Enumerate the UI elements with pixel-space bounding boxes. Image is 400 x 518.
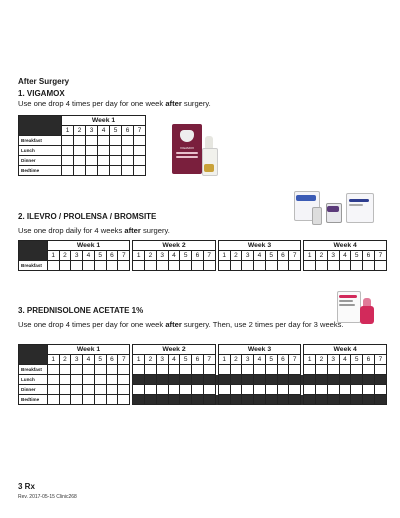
checkbox-cell (86, 166, 98, 176)
blocked-cell (218, 375, 230, 385)
table-row (19, 365, 387, 375)
day-header: 7 (289, 251, 301, 261)
checkbox-cell (351, 365, 363, 375)
row-label: Breakfast (19, 261, 48, 271)
checkbox-cell (327, 365, 339, 375)
day-header: 6 (277, 355, 289, 365)
blocked-cell (203, 395, 215, 405)
blocked-cell (133, 395, 145, 405)
checkbox-cell (316, 385, 328, 395)
week-header: Week 4 (304, 345, 387, 355)
table-row (19, 146, 146, 156)
day-header: 5 (180, 355, 192, 365)
day-header: 1 (133, 251, 145, 261)
day-header: 4 (254, 355, 266, 365)
day-header: 2 (230, 251, 242, 261)
checkbox-cell (218, 261, 230, 271)
ilevro-prolensa-bromsite-product-image (290, 189, 384, 229)
day-header: 1 (218, 355, 230, 365)
checkbox-cell (106, 385, 118, 395)
blocked-cell (289, 375, 301, 385)
checkbox-cell (363, 385, 375, 395)
day-header: 6 (192, 251, 204, 261)
day-header: 7 (374, 355, 386, 365)
checkbox-cell (59, 375, 71, 385)
checkbox-cell (83, 375, 95, 385)
ilevro-schedule-table (18, 240, 387, 271)
checkbox-cell (47, 385, 59, 395)
table-row (19, 395, 387, 405)
blocked-cell (242, 375, 254, 385)
checkbox-cell (156, 261, 168, 271)
table-row (19, 156, 146, 166)
checkbox-cell (192, 385, 204, 395)
checkbox-cell (351, 385, 363, 395)
prednisolone-schedule-table (18, 344, 387, 405)
blocked-cell (316, 375, 328, 385)
checkbox-cell (145, 385, 157, 395)
checkbox-cell (289, 385, 301, 395)
checkbox-cell (94, 385, 106, 395)
checkbox-cell (363, 261, 375, 271)
week-header: Week 3 (218, 241, 300, 251)
checkbox-cell (304, 365, 316, 375)
blocked-cell (363, 395, 375, 405)
checkbox-cell (110, 146, 122, 156)
checkbox-cell (71, 261, 83, 271)
checkbox-cell (339, 385, 351, 395)
blocked-cell (374, 375, 386, 385)
day-header: 4 (339, 355, 351, 365)
checkbox-cell (339, 261, 351, 271)
blocked-cell (168, 375, 180, 385)
blocked-cell (363, 375, 375, 385)
day-header: 3 (71, 251, 83, 261)
day-header: 2 (145, 355, 157, 365)
checkbox-cell (71, 365, 83, 375)
checkbox-cell (110, 136, 122, 146)
checkbox-cell (289, 365, 301, 375)
blocked-cell (254, 375, 266, 385)
row-label: Breakfast (19, 365, 48, 375)
blocked-cell (339, 395, 351, 405)
checkbox-cell (374, 365, 386, 375)
day-header: 4 (168, 251, 180, 261)
checkbox-cell (118, 385, 130, 395)
table-corner (19, 116, 62, 136)
blocked-cell (265, 375, 277, 385)
day-header: 7 (203, 251, 215, 261)
row-label: Lunch (19, 375, 48, 385)
table-corner (19, 241, 48, 261)
checkbox-cell (203, 261, 215, 271)
blocked-cell (230, 395, 242, 405)
checkbox-cell (316, 365, 328, 375)
day-header: 2 (230, 355, 242, 365)
day-header: 1 (62, 126, 74, 136)
checkbox-cell (118, 375, 130, 385)
checkbox-cell (86, 156, 98, 166)
checkbox-cell (59, 395, 71, 405)
checkbox-cell (59, 385, 71, 395)
blocked-cell (374, 395, 386, 405)
day-header: 7 (289, 355, 301, 365)
blocked-cell (180, 375, 192, 385)
checkbox-cell (47, 365, 59, 375)
blocked-cell (230, 375, 242, 385)
checkbox-cell (83, 261, 95, 271)
day-header: 2 (316, 251, 328, 261)
row-label: Lunch (19, 146, 62, 156)
checkbox-cell (74, 156, 86, 166)
checkbox-cell (156, 365, 168, 375)
day-header: 2 (59, 251, 71, 261)
day-header: 5 (351, 251, 363, 261)
day-header: 6 (106, 251, 118, 261)
checkbox-cell (277, 385, 289, 395)
day-header: 6 (122, 126, 134, 136)
bromsite-box (346, 193, 374, 223)
prednisolone-bottle (360, 306, 374, 324)
day-header: 1 (133, 355, 145, 365)
week-header: Week 2 (133, 241, 215, 251)
checkbox-cell (289, 261, 301, 271)
day-header: 2 (59, 355, 71, 365)
blocked-cell (316, 395, 328, 405)
table-corner (19, 345, 48, 365)
checkbox-cell (145, 261, 157, 271)
day-header: 5 (94, 251, 106, 261)
blocked-cell (218, 395, 230, 405)
table-row (19, 136, 146, 146)
checkbox-cell (254, 365, 266, 375)
checkbox-cell (145, 365, 157, 375)
checkbox-cell (106, 375, 118, 385)
checkbox-cell (118, 261, 130, 271)
row-label: Dinner (19, 385, 48, 395)
day-header: 4 (83, 251, 95, 261)
blocked-cell (168, 395, 180, 405)
blocked-cell (180, 395, 192, 405)
checkbox-cell (203, 385, 215, 395)
checkbox-cell (230, 261, 242, 271)
checkbox-cell (134, 156, 146, 166)
day-header: 6 (106, 355, 118, 365)
checkbox-cell (62, 146, 74, 156)
checkbox-cell (59, 261, 71, 271)
checkbox-cell (134, 136, 146, 146)
day-header: 5 (94, 355, 106, 365)
checkbox-cell (168, 365, 180, 375)
table-row (19, 375, 387, 385)
day-header: 1 (47, 355, 59, 365)
row-label: Bedtime (19, 395, 48, 405)
day-header: 4 (98, 126, 110, 136)
day-header: 3 (86, 126, 98, 136)
checkbox-cell (242, 365, 254, 375)
checkbox-cell (203, 365, 215, 375)
footer-revision: Rev. 2017-05-15 Clinic268 (18, 494, 77, 500)
day-header: 3 (242, 251, 254, 261)
blocked-cell (242, 395, 254, 405)
checkbox-cell (98, 146, 110, 156)
checkbox-cell (254, 385, 266, 395)
day-header: 2 (145, 251, 157, 261)
checkbox-cell (277, 261, 289, 271)
section-1-instructions: Use one drop 4 times per day for one week after surgery. (18, 99, 211, 108)
checkbox-cell (218, 365, 230, 375)
checkbox-cell (122, 166, 134, 176)
day-header: 5 (351, 355, 363, 365)
week-header: Week 1 (47, 241, 129, 251)
table-row (19, 261, 387, 271)
checkbox-cell (83, 385, 95, 395)
checkbox-cell (71, 395, 83, 405)
checkbox-cell (83, 395, 95, 405)
day-header: 6 (192, 355, 204, 365)
checkbox-cell (339, 365, 351, 375)
day-header: 4 (83, 355, 95, 365)
checkbox-cell (62, 136, 74, 146)
footer-rx-count: 3 Rx (18, 482, 35, 491)
day-header: 2 (74, 126, 86, 136)
day-header: 7 (203, 355, 215, 365)
day-header: 1 (304, 355, 316, 365)
day-header: 3 (156, 251, 168, 261)
checkbox-cell (110, 156, 122, 166)
week-header: Week 2 (133, 345, 215, 355)
checkbox-cell (363, 365, 375, 375)
checkbox-cell (374, 385, 386, 395)
week-header: Week 3 (218, 345, 300, 355)
checkbox-cell (265, 261, 277, 271)
section-2-title: 2. ILEVRO / PROLENSA / BROMSITE (18, 212, 157, 221)
checkbox-cell (74, 136, 86, 146)
checkbox-cell (94, 261, 106, 271)
blocked-cell (351, 375, 363, 385)
checkbox-cell (351, 261, 363, 271)
checkbox-cell (180, 365, 192, 375)
row-label: Dinner (19, 156, 62, 166)
day-header: 3 (327, 251, 339, 261)
checkbox-cell (316, 261, 328, 271)
day-header: 4 (254, 251, 266, 261)
day-header: 6 (363, 251, 375, 261)
day-header: 7 (374, 251, 386, 261)
checkbox-cell (98, 156, 110, 166)
blocked-cell (289, 395, 301, 405)
checkbox-cell (83, 365, 95, 375)
section-1-title: 1. VIGAMOX (18, 89, 65, 98)
checkbox-cell (254, 261, 266, 271)
checkbox-cell (86, 136, 98, 146)
checkbox-cell (98, 136, 110, 146)
day-header: 1 (47, 251, 59, 261)
day-header: 4 (168, 355, 180, 365)
blocked-cell (277, 375, 289, 385)
checkbox-cell (110, 166, 122, 176)
day-header: 3 (242, 355, 254, 365)
blocked-cell (254, 395, 266, 405)
blocked-cell (133, 375, 145, 385)
day-header: 7 (118, 251, 130, 261)
blocked-cell (327, 375, 339, 385)
checkbox-cell (122, 146, 134, 156)
day-header: 3 (327, 355, 339, 365)
checkbox-cell (156, 385, 168, 395)
checkbox-cell (62, 166, 74, 176)
section-3-instructions: Use one drop 4 times per day for one week after surgery. Then, use 2 times per day for 3 weeks. (18, 320, 344, 329)
row-label: Breakfast (19, 136, 62, 146)
week-header: Week 4 (304, 241, 387, 251)
checkbox-cell (47, 395, 59, 405)
checkbox-cell (47, 375, 59, 385)
row-label: Bedtime (19, 166, 62, 176)
checkbox-cell (168, 385, 180, 395)
checkbox-cell (133, 385, 145, 395)
checkbox-cell (106, 261, 118, 271)
day-header: 5 (265, 251, 277, 261)
table-row (19, 385, 387, 395)
week-header: Week 1 (47, 345, 129, 355)
checkbox-cell (327, 385, 339, 395)
checkbox-cell (230, 385, 242, 395)
day-header: 5 (265, 355, 277, 365)
checkbox-cell (218, 385, 230, 395)
week-header: Week 1 (62, 116, 146, 126)
checkbox-cell (230, 365, 242, 375)
checkbox-cell (122, 156, 134, 166)
checkbox-cell (180, 385, 192, 395)
checkbox-cell (118, 365, 130, 375)
day-header: 1 (304, 251, 316, 261)
day-header: 3 (71, 355, 83, 365)
blocked-cell (265, 395, 277, 405)
checkbox-cell (133, 261, 145, 271)
day-header: 1 (218, 251, 230, 261)
day-header: 6 (277, 251, 289, 261)
checkbox-cell (133, 365, 145, 375)
blocked-cell (156, 375, 168, 385)
day-header: 6 (363, 355, 375, 365)
checkbox-cell (265, 365, 277, 375)
day-header: 4 (339, 251, 351, 261)
blocked-cell (351, 395, 363, 405)
blocked-cell (327, 395, 339, 405)
checkbox-cell (106, 395, 118, 405)
checkbox-cell (134, 146, 146, 156)
blocked-cell (192, 375, 204, 385)
checkbox-cell (71, 385, 83, 395)
checkbox-cell (192, 261, 204, 271)
checkbox-cell (98, 166, 110, 176)
checkbox-cell (242, 385, 254, 395)
day-header: 7 (134, 126, 146, 136)
checkbox-cell (304, 261, 316, 271)
day-header: 2 (316, 355, 328, 365)
checkbox-cell (118, 395, 130, 405)
checkbox-cell (71, 375, 83, 385)
checkbox-cell (180, 261, 192, 271)
checkbox-cell (94, 395, 106, 405)
checkbox-cell (86, 146, 98, 156)
checkbox-cell (265, 385, 277, 395)
checkbox-cell (122, 136, 134, 146)
blocked-cell (145, 375, 157, 385)
checkbox-cell (94, 375, 106, 385)
checkbox-cell (192, 365, 204, 375)
checkbox-cell (47, 261, 59, 271)
day-header: 3 (156, 355, 168, 365)
section-3-title: 3. PREDNISOLONE ACETATE 1% (18, 306, 144, 315)
section-2-instructions: Use one drop daily for 4 weeks after surgery. (18, 226, 170, 235)
table-row (19, 166, 146, 176)
section-heading: After Surgery (18, 77, 70, 86)
blocked-cell (277, 395, 289, 405)
blocked-cell (156, 395, 168, 405)
checkbox-cell (168, 261, 180, 271)
checkbox-cell (304, 385, 316, 395)
checkbox-cell (242, 261, 254, 271)
checkbox-cell (374, 261, 386, 271)
checkbox-cell (74, 166, 86, 176)
vigamox-schedule-table (18, 115, 146, 176)
blocked-cell (203, 375, 215, 385)
day-header: 5 (110, 126, 122, 136)
blocked-cell (339, 375, 351, 385)
blocked-cell (192, 395, 204, 405)
vigamox-product-image: VIGAMOX (168, 122, 224, 178)
checkbox-cell (134, 166, 146, 176)
blocked-cell (145, 395, 157, 405)
checkbox-cell (59, 365, 71, 375)
blocked-cell (304, 395, 316, 405)
checkbox-cell (62, 156, 74, 166)
day-header: 7 (118, 355, 130, 365)
checkbox-cell (327, 261, 339, 271)
day-header: 5 (180, 251, 192, 261)
checkbox-cell (94, 365, 106, 375)
blocked-cell (304, 375, 316, 385)
checkbox-cell (277, 365, 289, 375)
checkbox-cell (74, 146, 86, 156)
checkbox-cell (106, 365, 118, 375)
